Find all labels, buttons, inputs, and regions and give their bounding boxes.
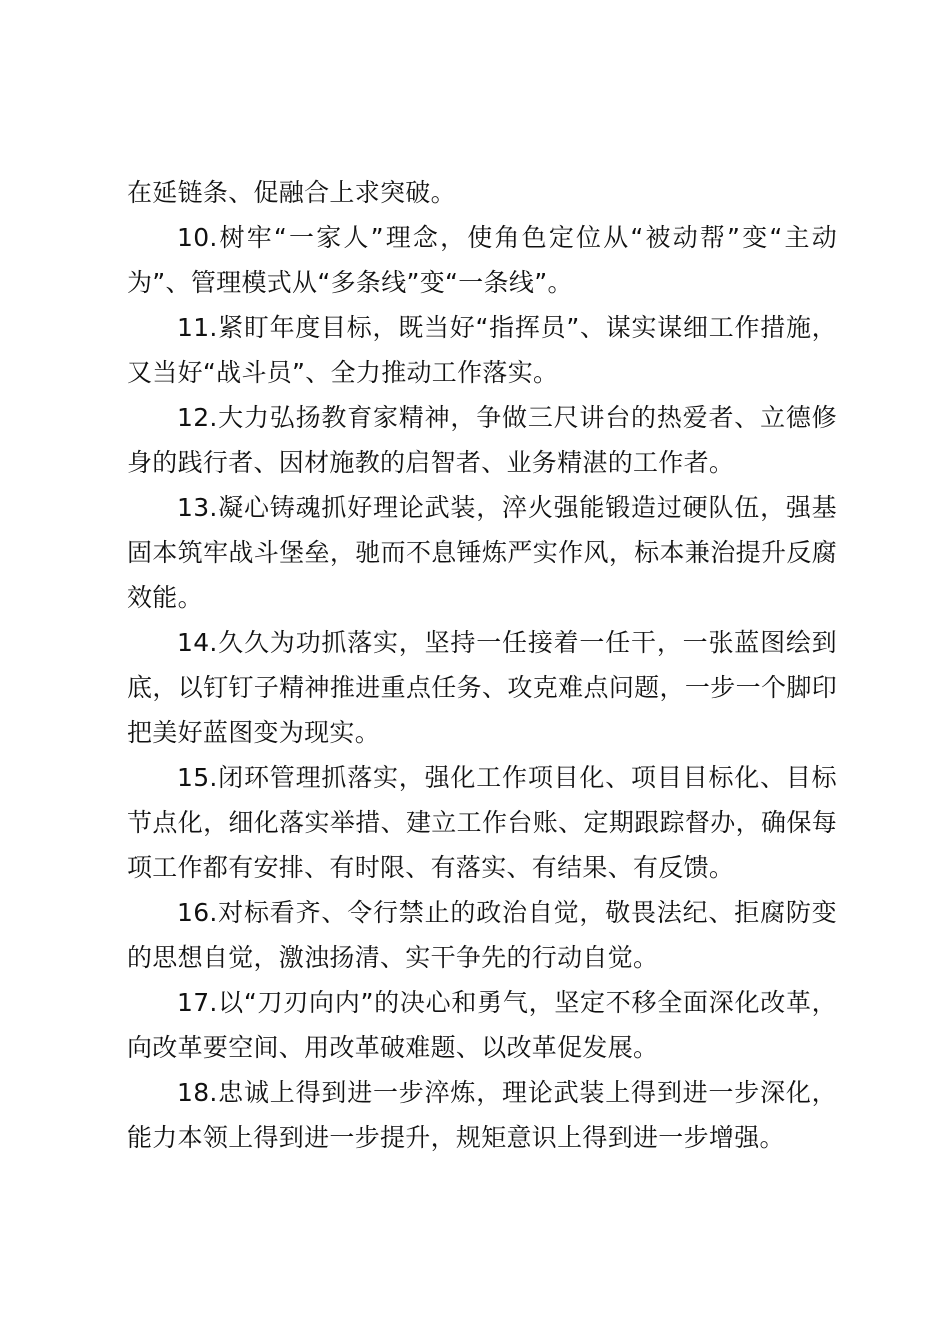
paragraph-item-17: 17.以“刀刃向内”的决心和勇气，坚定不移全面深化改革，向改革要空间、用改革破难题、以改革促发展。 (127, 988, 837, 1062)
paragraph-item-16: 16.对标看齐、令行禁止的政治自觉，敬畏法纪、拒腐防变的思想自觉，激浊扬清、实干争先的行动自觉。 (127, 898, 837, 972)
paragraph-item-11: 11.紧盯年度目标，既当好“指挥员”、谋实谋细工作措施，又当好“战斗员”、全力推动工作落实。 (127, 313, 837, 387)
document-body (127, 170, 837, 1160)
paragraph-item-18: 18.忠诚上得到进一步淬炼，理论武装上得到进一步深化，能力本领上得到进一步提升，规矩意识上得到进一步增强。 (127, 1078, 837, 1152)
paragraph-item-12: 12.大力弘扬教育家精神，争做三尺讲台的热爱者、立德修身的践行者、因材施教的启智者、业务精湛的工作者。 (127, 403, 837, 477)
paragraph-item-14: 14.久久为功抓落实，坚持一任接着一任干，一张蓝图绘到底，以钉钉子精神推进重点任务、攻克难点问题，一步一个脚印把美好蓝图变为现实。 (127, 628, 837, 747)
paragraph-item-10: 10.树牢“一家人”理念，使角色定位从“被动帮”变“主动为”、管理模式从“多条线”变“一条线”。 (127, 223, 837, 297)
paragraph-item-15: 15.闭环管理抓落实，强化工作项目化、项目目标化、目标节点化，细化落实举措、建立工作台账、定期跟踪督办，确保每项工作都有安排、有时限、有落实、有结果、有反馈。 (127, 763, 837, 882)
paragraph-continuation: 在延链条、促融合上求突破。 (127, 178, 456, 207)
paragraph-item-13: 13.凝心铸魂抓好理论武装，淬火强能锻造过硬队伍，强基固本筑牢战斗堡垒，驰而不息锤炼严实作风，标本兼治提升反腐效能。 (127, 493, 837, 612)
